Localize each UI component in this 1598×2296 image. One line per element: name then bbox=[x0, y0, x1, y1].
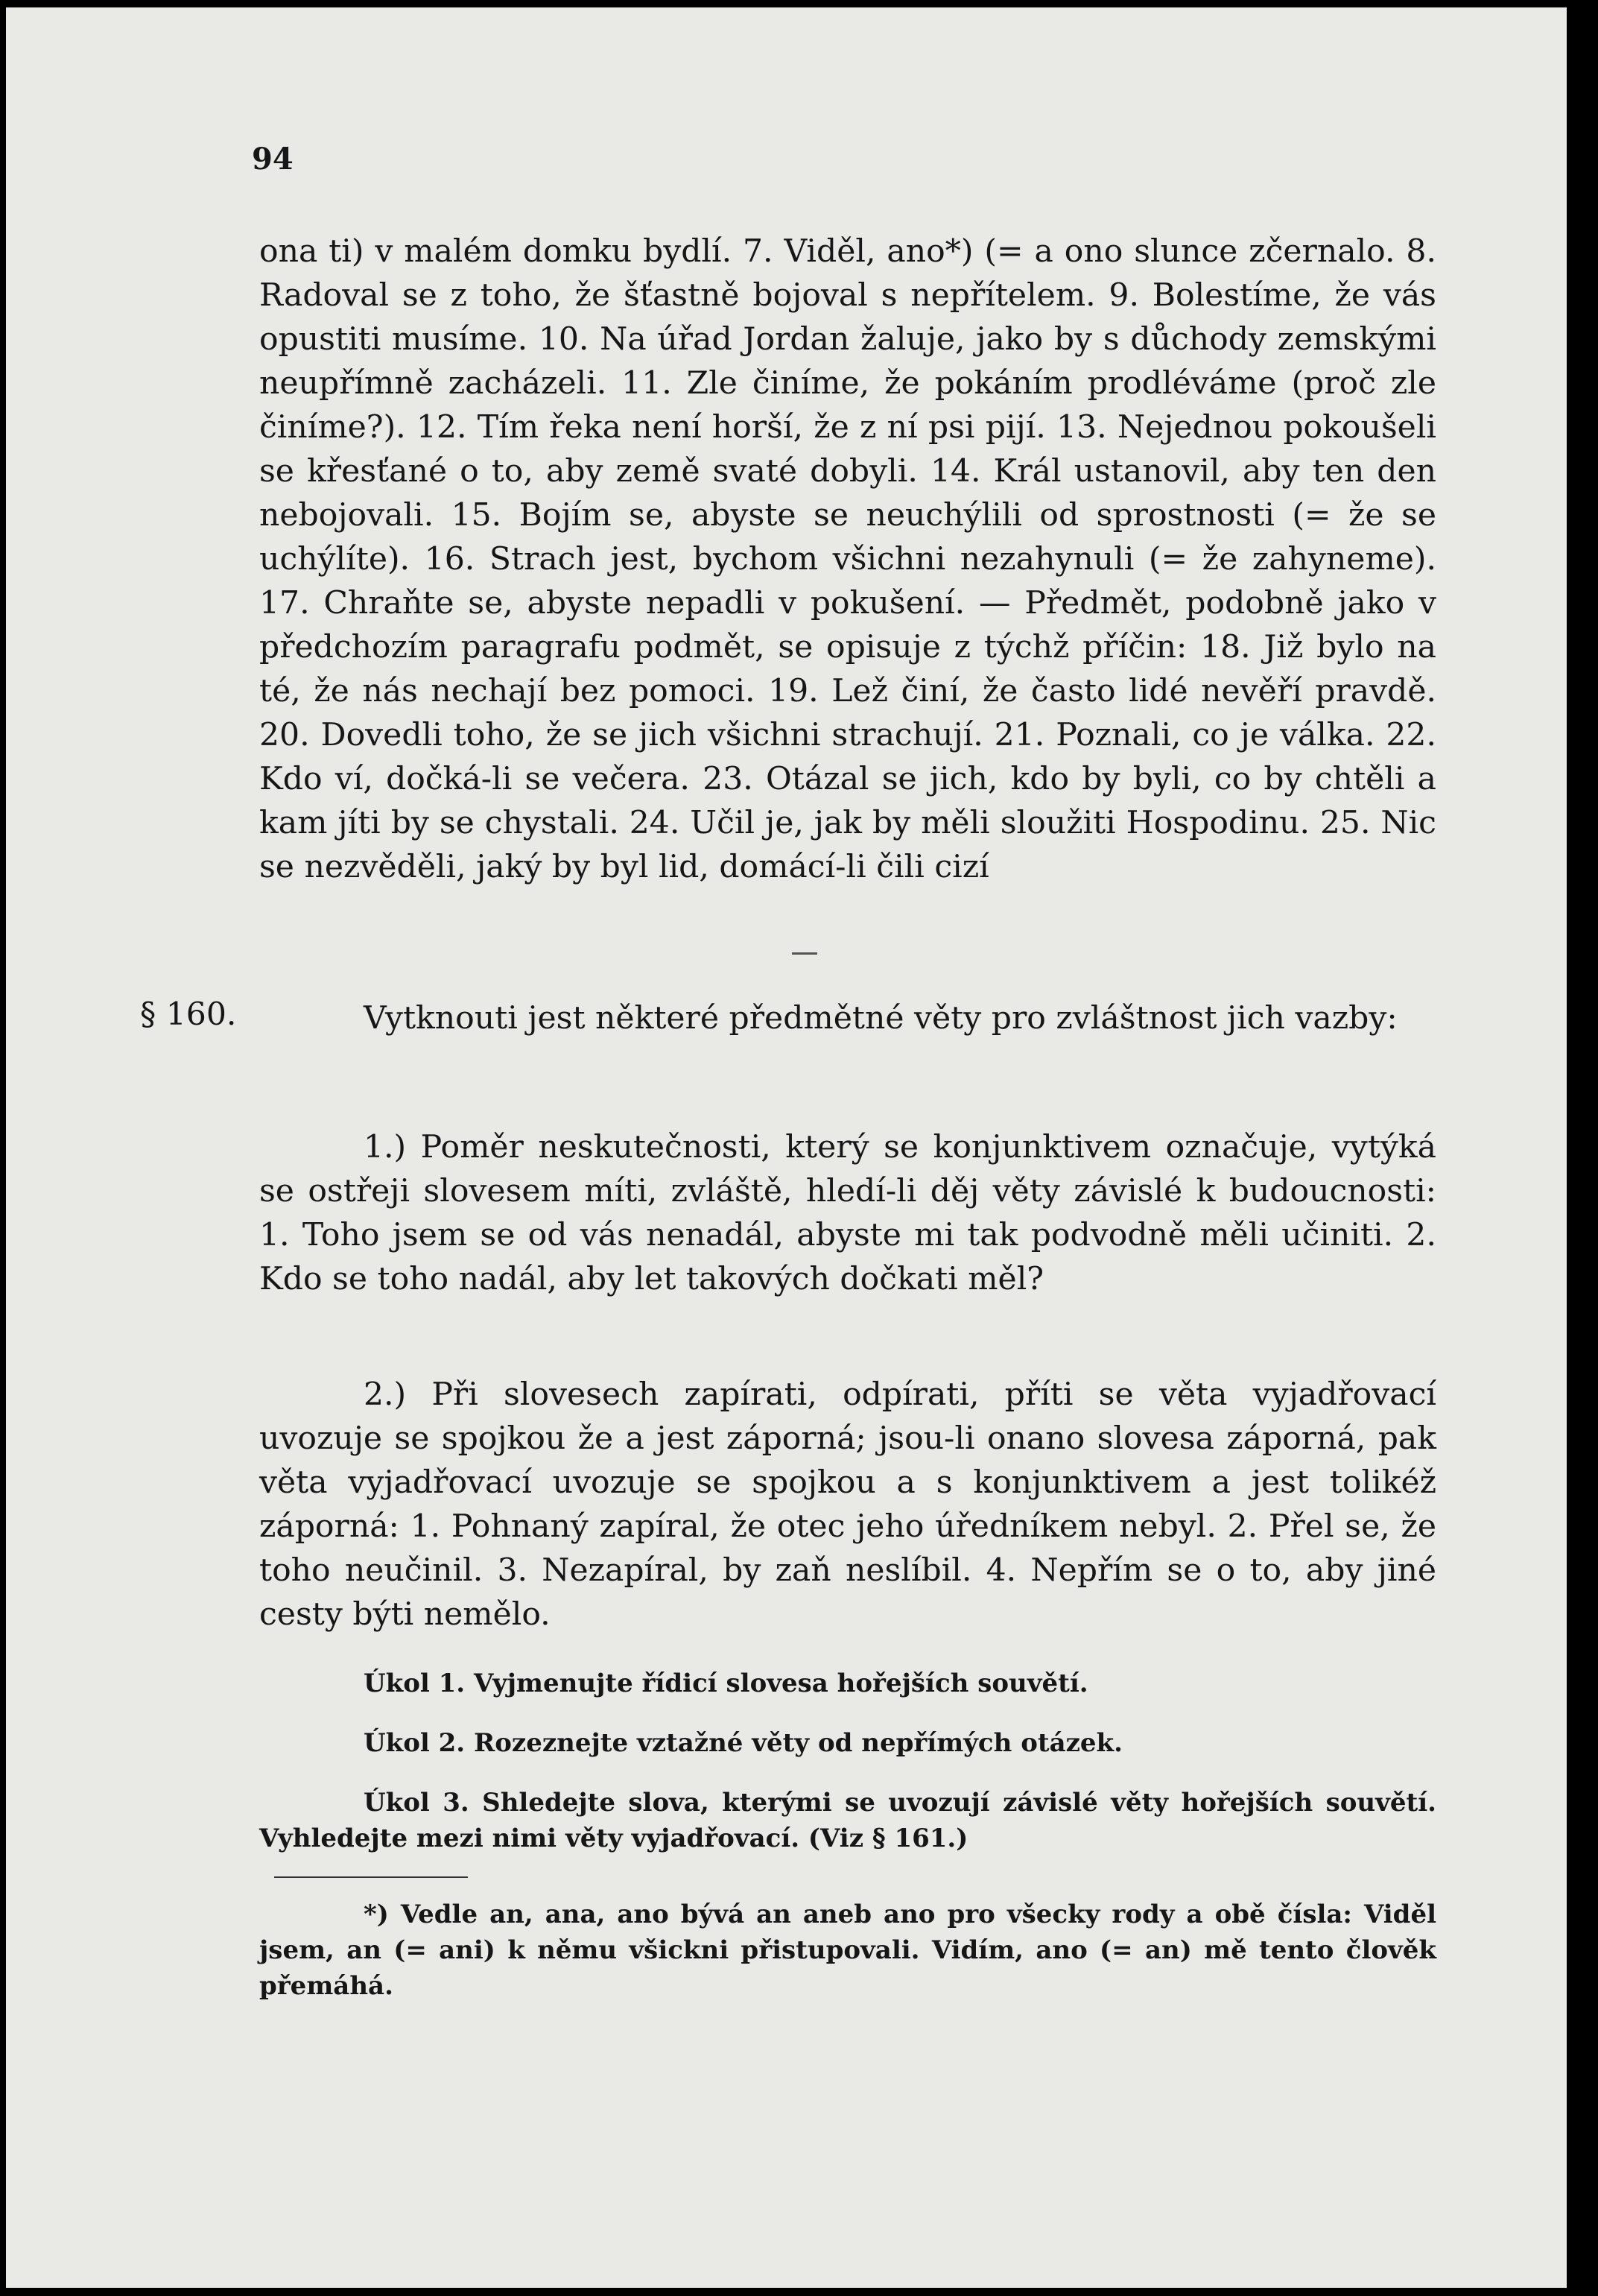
footnote: *) Vedle an, ana, ano bývá an aneb ano pro všecky rody a obě čísla: Viděl jsem, an (= ani) k němu všickni přistupovali. Vidím, ano (= an) mě tento člověk přemáhá. bbox=[259, 1900, 1436, 2001]
section-intro: Vytknouti jest některé předmětné věty pro zvláštnost jich vazby: bbox=[364, 1000, 1398, 1037]
task-3: Úkol 3. Shledejte slova, kterými se uvozují závislé věty hořejších souvětí. Vyhledejte mezi nimi věty vyjadřovací. (Viz § 161.) bbox=[259, 1788, 1436, 1853]
book-page bbox=[6, 7, 1567, 2288]
example-sentences-paragraph: ona ti) v malém domku bydlí. 7. Viděl, ano*) (= a ono slunce zčernalo. 8. Radoval se z toho, že šťastně bojoval s nepřítelem. 9. Bolestíme, že vás opustiti musíme. 10. Na úřad Jordan žaluje, jako by s důchody zemskými neupřímně zacházeli. 11. Zle činíme, že pokáním prodléváme (proč zle činíme?). 12. Tím řeka není horší, že z ní psi pijí. 13. Nejednou pokoušeli se křesťané o to, aby země svaté dobyli. 14. Král ustanovil, aby ten den nebojovali. 15. Bojím se, abyste se neuchýlili od sprostnosti (= že se uchýlíte). 16. Strach jest, bychom všichni nezahynuli (= že zahyneme). 17. Chraňte se, abyste nepadli v pokušení. — Předmět, podobně jako v předchozím paragrafu podmět, se opisuje z týchž příčin: 18. Již bylo na té, že nás nechají bez pomoci. 19. Lež činí, že často lidé nevěří pravdě. 20. Dovedli toho, že se jich všichni strachují. 21. Poznali, co je válka. 22. Kdo ví, dočká-li se večera. 23. Otázal se jich, kdo by byli, co by chtěli a kam jíti by se chystali. 24. Učil je, jak by měli sloužiti Hospodinu. 25. Nic se nezvěděli, jaký by byl lid, domácí-li čili cizí bbox=[259, 233, 1436, 885]
task-1: Úkol 1. Vyjmenujte řídicí slovesa hořejších souvětí. bbox=[364, 1669, 1088, 1698]
section-number: § 160. bbox=[140, 996, 237, 1033]
footnote-rule bbox=[274, 1876, 468, 1878]
section-divider-mark bbox=[792, 952, 817, 955]
page-number: 94 bbox=[252, 142, 294, 177]
point-2-paragraph: 2.) Při slovesech zapírati, odpírati, příti se věta vyjadřovací uvozuje se spojkou že a jest záporná; jsou-li onano slovesa záporná, pak věta vyjadřovací uvozuje se spojkou a s konjunktivem a jest tolikéž záporná: 1. Pohnaný zapíral, že otec jeho úředníkem nebyl. 2. Přel se, že toho neučinil. 3. Nezapíral, by zaň neslíbil. 4. Nepřím se o to, aby jiné cesty býti nemělo. bbox=[259, 1376, 1436, 1633]
task-2: Úkol 2. Rozeznejte vztažné věty od nepřímých otázek. bbox=[364, 1728, 1123, 1758]
point-1-paragraph: 1.) Poměr neskutečnosti, který se konjunktivem označuje, vytýká se ostřeji slovesem míti, zvláště, hledí-li děj věty závislé k budoucnosti: 1. Toho jsem se od vás nenadál, abyste mi tak podvodně měli učiniti. 2. Kdo se toho nadál, aby let takových dočkati měl? bbox=[259, 1129, 1436, 1297]
